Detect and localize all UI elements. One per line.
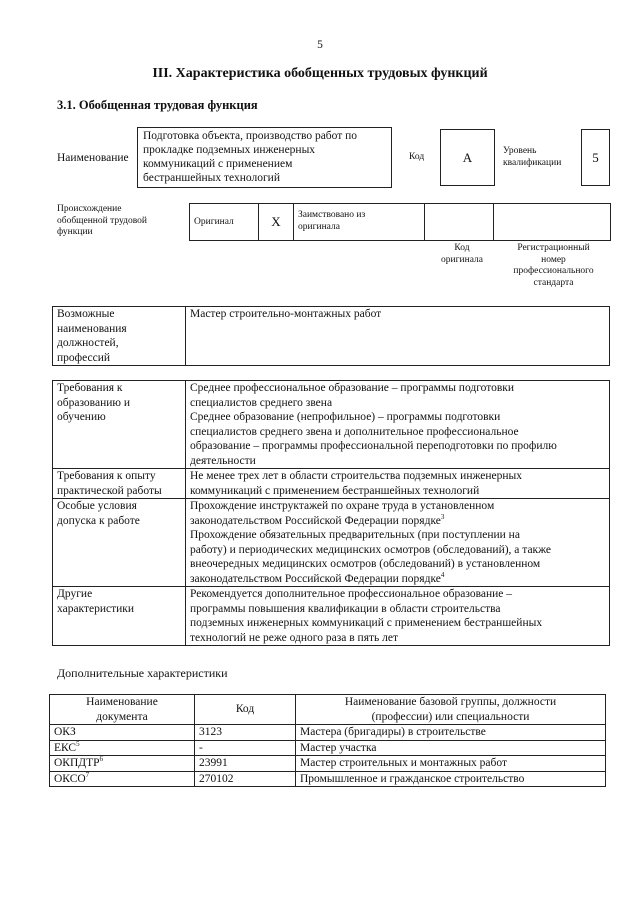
code-original-label — [428, 243, 496, 266]
requirement-value — [186, 587, 610, 646]
reg-number-line: профессионального — [513, 266, 594, 276]
requirement-value-line: программы повышения квалификации в области строительства — [190, 602, 501, 615]
requirement-value-text: законодательством Российской Федерации порядке — [190, 572, 441, 585]
name-value-line: Подготовка объекта, производство работ по — [143, 130, 358, 142]
name-value-line: бестраншейных технологий — [143, 172, 280, 184]
code-original-line: Код — [454, 243, 470, 253]
requirement-value-line: коммуникаций с применением бестраншейных технологий — [190, 484, 480, 497]
borrowed-label — [294, 204, 425, 241]
footnote-ref: 6 — [99, 755, 104, 764]
level-label — [503, 146, 561, 169]
table-row — [50, 771, 606, 787]
positions-value: Мастер строительно-монтажных работ — [186, 307, 610, 366]
requirement-label-line: допуска к работе — [57, 514, 140, 527]
row-doc-text: ОКЗ — [54, 726, 76, 738]
row-code: - — [195, 740, 296, 756]
requirement-value-line: специалистов среднего звена и дополнительное профессиональное — [190, 425, 519, 438]
requirement-value-line — [190, 514, 605, 529]
footnote-ref: 4 — [440, 570, 445, 579]
section-title: III. Характеристика обобщенных трудовых функций — [152, 66, 488, 81]
requirement-label-line: практической работы — [57, 484, 162, 497]
requirement-label — [53, 469, 186, 499]
row-doc-text: ОКПДТР — [54, 757, 100, 769]
requirement-label-line: Требования к опыту — [57, 470, 156, 482]
code-value-box — [440, 129, 495, 186]
header-group — [296, 695, 606, 725]
positions-label-line: профессий — [57, 351, 111, 364]
name-label: Наименование — [57, 152, 129, 164]
reg-number-line: Регистрационный — [517, 243, 590, 253]
requirements-table — [52, 380, 610, 646]
row-doc — [50, 740, 195, 756]
level-label-line: квалификации — [503, 157, 562, 168]
borrowed-label-line: оригинала — [298, 222, 340, 232]
row-doc — [50, 725, 195, 741]
header-group-line: (профессии) или специальности — [371, 710, 530, 723]
header-doc-line: документа — [96, 710, 148, 723]
header-doc-line: Наименование — [86, 696, 158, 708]
row-doc-text: ОКСО — [54, 772, 86, 785]
level-value: 5 — [592, 149, 599, 165]
header-code: Код — [195, 695, 296, 725]
header-doc — [50, 695, 195, 725]
code-label: Код — [409, 152, 425, 162]
requirement-label-line: образованию и — [57, 396, 130, 409]
origin-label-line: функции — [57, 227, 93, 237]
additional-header-row — [50, 695, 606, 725]
reg-number-line: стандарта — [533, 277, 574, 288]
requirement-row — [53, 499, 610, 587]
positions-label-line: Возможные — [57, 308, 115, 320]
positions-label — [53, 307, 186, 366]
level-label-line: Уровень — [503, 146, 537, 156]
requirement-label-line: обучению — [57, 411, 106, 423]
requirement-value — [186, 381, 610, 469]
origin-label-line: Происхождение — [57, 204, 122, 214]
requirement-label-line: Особые условия — [57, 500, 137, 512]
additional-table — [49, 694, 606, 787]
requirement-value-line: Рекомендуется дополнительное профессиональное образование – — [190, 588, 513, 600]
requirement-value-line: Среднее образование (непрофильное) – программы подготовки — [190, 411, 501, 423]
requirement-value-line: специалистов среднего звена — [190, 396, 333, 409]
requirement-label-line: Другие — [57, 588, 93, 600]
requirement-value-line: образование – программы профессиональной переподготовки по профилю — [190, 440, 557, 452]
positions-label-line: должностей, — [57, 337, 119, 349]
requirement-label-line: Требования к — [57, 382, 123, 394]
requirement-label — [53, 499, 186, 587]
borrowed-label-line: Заимствовано из — [298, 210, 366, 220]
requirement-value-line: Среднее профессиональное образование – программы подготовки — [190, 382, 515, 394]
header-group-line: Наименование базовой группы, должности — [344, 696, 557, 708]
requirement-value-line: Прохождение инструктажей по охране труда в установленном — [190, 500, 495, 512]
row-doc — [50, 756, 195, 772]
footnote-ref: 7 — [85, 770, 90, 779]
requirement-value-text: законодательством Российской Федерации порядке — [190, 514, 441, 527]
row-code: 270102 — [195, 771, 296, 787]
row-doc — [50, 771, 195, 787]
requirement-value-line: подземных инженерных коммуникаций с применением бестраншейных — [190, 617, 543, 629]
requirement-label-line: характеристики — [57, 602, 135, 615]
requirement-value-line: внеочередных медицинских осмотров (обследований) в установленном — [190, 558, 541, 570]
requirement-value-line: деятельности — [190, 454, 256, 467]
page-number: 5 — [317, 39, 323, 51]
row-code: 23991 — [195, 756, 296, 772]
origin-table — [189, 203, 611, 241]
table-row — [50, 725, 606, 741]
original-label: Оригинал — [190, 204, 259, 241]
name-value-box — [137, 127, 392, 188]
name-value-line: коммуникаций с применением — [143, 158, 293, 170]
name-value-line: прокладке подземных инженерных — [143, 144, 316, 156]
requirement-label — [53, 381, 186, 469]
positions-table — [52, 306, 610, 366]
origin-label — [57, 204, 147, 239]
footnote-ref: 3 — [440, 512, 445, 521]
requirement-value-line: работу) и периодических медицинских осмотров (обследований), а также — [190, 543, 552, 556]
original-mark: X — [259, 204, 294, 241]
row-name: Промышленное и гражданское строительство — [296, 771, 606, 787]
table-row — [50, 740, 606, 756]
requirement-row — [53, 381, 610, 469]
requirement-row — [53, 469, 610, 499]
origin-label-line: обобщенной трудовой — [57, 215, 147, 226]
row-name: Мастер участка — [296, 740, 606, 756]
reg-number-line: номер — [541, 254, 566, 265]
footnote-ref: 5 — [76, 739, 80, 748]
requirement-value-line: технологий не реже одного раза в пять лет — [190, 631, 398, 644]
requirement-row — [53, 587, 610, 646]
requirement-value-line: Прохождение обязательных предварительных (при поступлении на — [190, 529, 520, 541]
reg-number-cell — [494, 204, 611, 241]
code-value: A — [462, 149, 473, 165]
positions-label-line: наименования — [57, 322, 127, 335]
table-row — [50, 756, 606, 772]
requirement-value — [186, 499, 610, 587]
row-code: 3123 — [195, 725, 296, 741]
reg-number-label — [496, 243, 611, 289]
requirement-label — [53, 587, 186, 646]
row-name: Мастера (бригадиры) в строительстве — [296, 725, 606, 741]
requirement-value-line — [190, 572, 605, 587]
code-original-line: оригинала — [441, 254, 483, 265]
row-name: Мастер строительных и монтажных работ — [296, 756, 606, 772]
requirement-value-line: Не менее трех лет в области строительства подземных инженерных — [190, 470, 523, 482]
subsection-title: 3.1. Обобщенная трудовая функция — [57, 98, 258, 112]
code-original-cell — [425, 204, 494, 241]
additional-title: Дополнительные характеристики — [57, 666, 228, 680]
row-doc-text: ЕКС — [54, 741, 77, 754]
requirement-value — [186, 469, 610, 499]
level-value-box — [581, 129, 610, 186]
